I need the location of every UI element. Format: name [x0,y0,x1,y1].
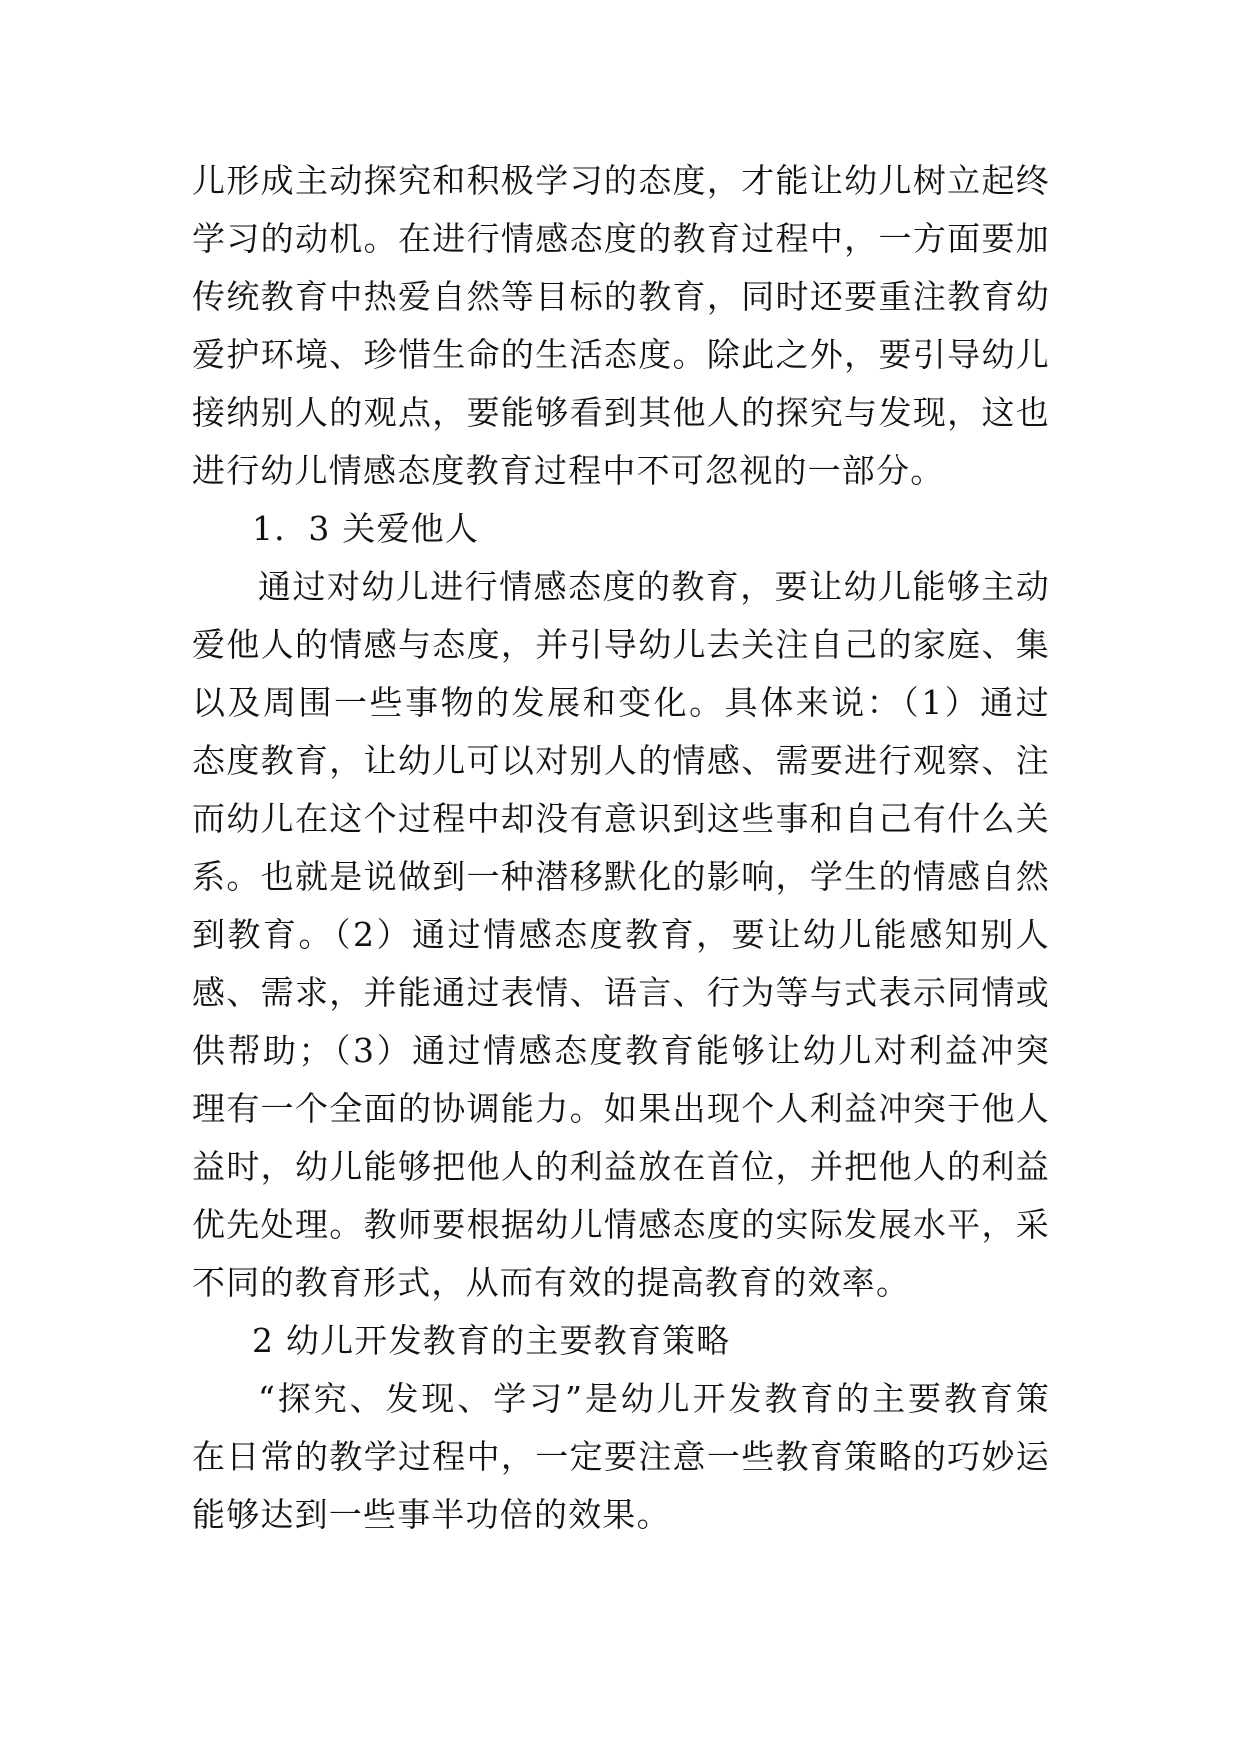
text-line: 通过对幼儿进行情感态度的教育，要让幼儿能够主动 [258,567,1050,606]
text-line: 理有一个全面的协调能力。如果出现个人利益冲突于他人 [192,1089,1050,1128]
text-line: 能够达到一些事半功倍的效果。 [192,1495,671,1534]
text-line: 感、需求，并能通过表情、语言、行为等与式表示同情或 [192,973,1050,1012]
text-line: 益时，幼儿能够把他人的利益放在首位，并把他人的利益 [192,1147,1050,1186]
paragraph [192,152,1050,500]
paragraph [192,558,1050,1312]
document-body [192,152,1050,1544]
text-line: 优先处理。教师要根据幼儿情感态度的实际发展水平，采 [192,1205,1050,1244]
text-line: 态度教育，让幼儿可以对别人的情感、需要进行观察、注 [192,741,1050,780]
text-line: 进行幼儿情感态度教育过程中不可忽视的一部分。 [192,451,945,490]
text-line: 供帮助；（3）通过情感态度教育能够让幼儿对利益冲突 [192,1031,1050,1070]
text-line: 学习的动机。在进行情感态度的教育过程中，一方面要加 [192,219,1050,258]
text-line: 爱他人的情感与态度，并引导幼儿去关注自己的家庭、集 [192,625,1050,664]
text-line: 传统教育中热爱自然等目标的教育，同时还要重注教育幼 [192,277,1050,316]
text-line: 到教育。（2）通过情感态度教育，要让幼儿能感知别人 [192,915,1050,954]
text-line: 爱护环境、珍惜生命的生活态度。除此之外，要引导幼儿 [192,335,1050,374]
text-line: 而幼儿在这个过程中却没有意识到这些事和自己有什么关 [192,799,1050,838]
paragraph [192,1370,1050,1544]
text-line: 不同的教育形式，从而有效的提高教育的效率。 [192,1263,911,1302]
section-heading: 2 幼儿开发教育的主要教育策略 [252,1321,731,1360]
text-line: 在日常的教学过程中，一定要注意一些教育策略的巧妙运 [192,1437,1050,1476]
text-line: 接纳别人的观点，要能够看到其他人的探究与发现，这也 [192,393,1050,432]
text-line: 以及周围一些事物的发展和变化。具体来说：（1）通过 [192,683,1050,722]
section-heading: 1．3 关爱他人 [252,509,480,548]
text-line: “探究、发现、学习”是幼儿开发教育的主要教育策 [258,1379,1050,1418]
text-line: 系。也就是说做到一种潜移默化的影响，学生的情感自然 [192,857,1050,896]
text-line: 儿形成主动探究和积极学习的态度，才能让幼儿树立起终 [192,161,1050,200]
